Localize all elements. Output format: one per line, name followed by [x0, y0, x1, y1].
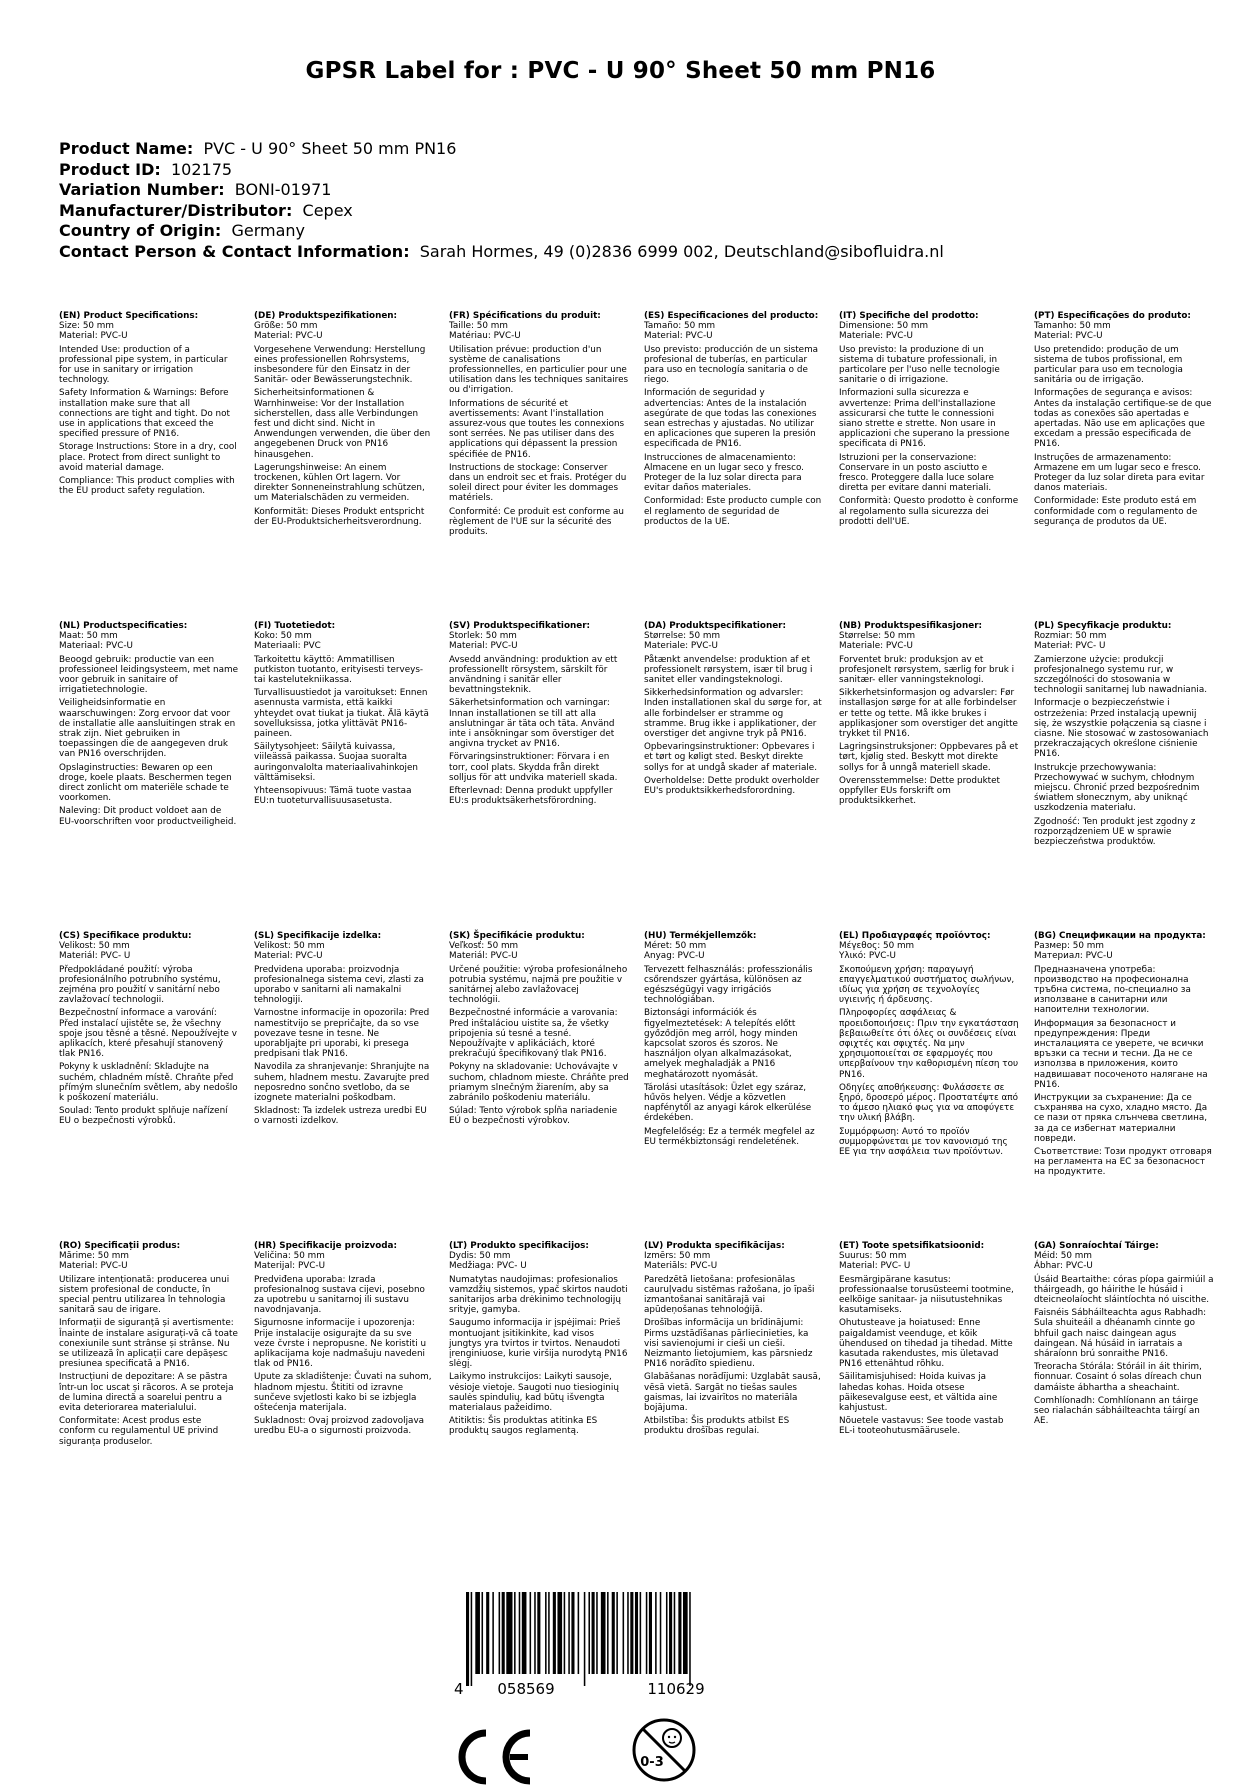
spec-paragraph: Intended Use: production of a professional pipe system, in particular for use in sanitary or irrigation technology.: [59, 344, 228, 386]
barcode-bar: [607, 1592, 609, 1674]
spec-line: Material: PVC-U: [254, 951, 323, 962]
spec-paragraph: Skladnost: Ta izdelek ustreza uredbi EU o varnosti izdelkov.: [254, 1106, 427, 1127]
spec-heading: (ES) Especificaciones del producto:: [644, 311, 819, 321]
spec-paragraph: Varnostne informacije in opozorila: Pred namestitvijo se prepričajte, da so vse povezave tesne in tesne. Ne uporabljajte pri uporabi, ki presega predpisani tlak PN16.: [254, 1008, 430, 1060]
barcode-bar: [506, 1592, 512, 1674]
barcode-bar: [616, 1592, 618, 1674]
meta-contact: Contact Person & Contact Information: Sarah Hormes, 49 (0)2836 6999 002, Deutschland@sibofluidra.nl: [59, 241, 944, 261]
spec-paragraph: Upute za skladištenje: Čuvati na suhom, hladnom mjestu. Štititi od izravne sunčeve svjetlosti kako bi se izbjegla oštećenja materijala.: [254, 1372, 432, 1414]
product-meta: [59, 139, 944, 262]
spec-block: [254, 621, 434, 809]
spec-paragraph: Instructions de stockage: Conserver dans un endroit sec et frais. Protéger du soleil direct pour éviter les dommages matériels.: [449, 462, 627, 504]
spec-paragraph: Sikkerhedsinformation og advarsler: Inden installationen skal du sørge for, at alle forbindelser er stramme og stramme. Brug ikke i applikationer, der overstiger det angivne tryk på PN16.: [644, 688, 822, 740]
spec-paragraph: Informacje o bezpieczeństwie i ostrzeżenia: Przed instalacją upewnij się, że wszystkie połączenia są ciasne i ciasne. Nie stosować w zastosowaniach przekraczających określone ciśnienie PN16.: [1034, 698, 1209, 760]
spec-paragraph: Säkerhetsinformation och varningar: Innan installationen se till att alla anslutningar är täta och täta. Använd inte i ansökningar som överstiger det angivna trycket av PN16.: [449, 698, 615, 750]
spec-line: Izmērs: 50 mm: [644, 1251, 711, 1262]
spec-block: [59, 931, 239, 1130]
spec-block: [449, 311, 629, 540]
spec-heading: (PT) Especificações do produto:: [1034, 311, 1191, 321]
spec-paragraph: Informazioni sulla sicurezza e avvertenze: Prima dell'installazione assicurarsi che tutte le connessioni siano strette e strette. Non usare in applicazioni che superano la pressione specificata di PN16.: [839, 388, 1010, 450]
barcode-lead-digit: 4: [454, 1680, 464, 1698]
spec-paragraph: Lagringsinstruksjoner: Oppbevares på et tørt, kjølig sted. Beskytt mot direkte sollys for å unngå materiell skade.: [839, 742, 1019, 773]
spec-heading: (CS) Specifikace produktu:: [59, 931, 192, 941]
spec-line: Mărime: 50 mm: [59, 1251, 129, 1262]
spec-paragraph: Naleving: Dit product voldoet aan de EU-voorschriften voor productveiligheid.: [59, 806, 237, 827]
spec-heading: (SK) Špecifikácie produktu:: [449, 931, 585, 941]
spec-block: [254, 1241, 434, 1440]
spec-heading: (IT) Specifiche del prodotto:: [839, 311, 979, 321]
spec-paragraph: Información de seguridad y advertencias: Antes de la instalación asegúrate de que todas las conexiones sean estrechas y ajustadas. No utilizar en aplicaciones que superen la presión especificada de PN16.: [644, 388, 817, 450]
spec-paragraph: Konformität: Dieses Produkt entspricht der EU-Produktsicherheitsverordnung.: [254, 506, 425, 527]
spec-paragraph: Tárolási utasítások: Üzlet egy száraz, hűvös helyen. Védje a közvetlen napfénytől az anyagi károk elkerülése érdekében.: [644, 1082, 812, 1124]
spec-block: [839, 931, 1019, 1160]
spec-line: Dimensione: 50 mm: [839, 321, 929, 332]
barcode-bar: [502, 1592, 505, 1674]
barcode-bar: [514, 1592, 516, 1674]
spec-paragraph: Uso previsto: la produzione di un sistema di tubature professionali, in particolare per l'uso nelle tecnologie sanitarie o di irrigazione.: [839, 344, 1000, 386]
spec-heading: (DA) Produktspecifikationer:: [644, 621, 787, 631]
spec-heading: (PL) Specyfikacje produktu:: [1034, 621, 1172, 631]
spec-heading: (SL) Specifikacije izdelka:: [254, 931, 382, 941]
age-label: 0-3: [640, 1755, 664, 1770]
spec-heading: (DE) Produktspezifikationen:: [254, 311, 398, 321]
spec-line: Materiál: PVC-U: [449, 951, 518, 962]
spec-paragraph: Opslaginstructies: Bewaren op een droge, koele plaats. Beschermen tegen direct zonlicht om materiële schade te voorkomen.: [59, 762, 232, 804]
spec-line: Koko: 50 mm: [254, 631, 312, 642]
spec-line: Velikost: 50 mm: [59, 941, 130, 952]
spec-heading: (SV) Produktspecifikationer:: [449, 621, 591, 631]
spec-line: Anyag: PVC-U: [644, 951, 705, 962]
barcode-bar: [534, 1592, 536, 1674]
spec-block: [254, 931, 434, 1130]
spec-paragraph: Οδηγίες αποθήκευσης: Φυλάσσετε σε ξηρό, δροσερό μέρος. Προστατέψτε από το άμεσο ηλιακό φως για να αποφύγετε την υλική βλάβη.: [839, 1082, 1018, 1124]
spec-paragraph: Safety Information & Warnings: Before installation make sure that all connections are tight and tight. Do not use in applications that exceed the specified pressure of PN16.: [59, 388, 230, 440]
spec-paragraph: Påtænkt anvendelse: produktion af et professionelt rørsystem, især til brug i sanitet eller vandingsteknologi.: [644, 654, 813, 686]
barcode-bar: [640, 1592, 642, 1674]
barcode-bar: [683, 1592, 688, 1674]
spec-paragraph: Beoogd gebruik: productie van een professioneel leidingsysteem, met name voor gebruik in sanitaire of irrigatietechnologie.: [59, 654, 239, 696]
spec-paragraph: Overensstemmelse: Dette produktet oppfyller EUs forskrift om produktsikkerhet.: [839, 775, 1000, 807]
barcode-bar: [646, 1592, 648, 1674]
spec-paragraph: Úsáid Beartaithe: córas píopa gairmiúil a tháirgeadh, go háirithe le húsáid i dteicneolaíocht sláintíochta nó uiscithe.: [1034, 1274, 1214, 1306]
barcode-bar: [596, 1592, 598, 1674]
spec-paragraph: Paredzētā lietošana: profesionālas cauruļvadu sistēmas ražošana, jo īpaši izmantošanai sanitārajā vai apūdeņošanas tehnoloģijā.: [644, 1274, 815, 1316]
spec-paragraph: Instrucțiuni de depozitare: A se păstra într-un loc uscat și răcoros. A se proteja de lumina directă a soarelui pentru a evita deteriorarea materialului.: [59, 1372, 234, 1414]
spec-block: [1034, 621, 1214, 850]
spec-paragraph: Atitiktis: Šis produktas atitinka ES produktų saugos reglamentą.: [449, 1416, 598, 1437]
spec-block: [254, 311, 434, 530]
spec-paragraph: Treoracha Stórála: Stóráil in áit thirim, fionnuar. Cosaint ó solas díreach chun damáiste ábhartha a sheachaint.: [1034, 1362, 1202, 1393]
spec-block: [59, 621, 239, 830]
spec-heading: (FI) Tuotetiedot:: [254, 621, 336, 631]
spec-paragraph: Conformità: Questo prodotto è conforme al regolamento sulla sicurezza dei prodotti dell'UE.: [839, 496, 1019, 527]
barcode-bar: [660, 1592, 662, 1674]
spec-paragraph: Vorgesehene Verwendung: Herstellung eines professionellen Rohrsystems, insbesondere für den Einsatz in der Sanitär- oder Bewässerungstechnik.: [254, 344, 426, 386]
barcode-bar: [584, 1592, 586, 1686]
spec-paragraph: Conformité: Ce produit est conforme au règlement de l'UE sur la sécurité des produits.: [449, 506, 624, 538]
spec-line: Taille: 50 mm: [449, 321, 508, 332]
barcode-bar: [674, 1592, 676, 1674]
spec-paragraph: Súlad: Tento výrobok spĺňa nariadenie EÚ o bezpečnosti výrobkov.: [449, 1106, 618, 1127]
spec-paragraph: Съответствие: Този продукт отговаря на регламента на ЕС за безопасност на продуктите.: [1034, 1147, 1212, 1178]
spec-heading: (LV) Produkta specifikācijas:: [644, 1241, 785, 1251]
spec-line: Größe: 50 mm: [254, 321, 318, 332]
spec-heading: (GA) Sonraíochtaí Táirge:: [1034, 1241, 1159, 1251]
meta-product-id: Product ID: 102175: [59, 159, 233, 179]
spec-line: Size: 50 mm: [59, 321, 114, 332]
spec-line: Veľkosť: 50 mm: [449, 941, 519, 952]
barcode-bar: [669, 1592, 672, 1674]
spec-line: Materiaali: PVC: [254, 641, 321, 652]
spec-line: Materiál: PVC- U: [59, 951, 131, 962]
barcode-bar: [530, 1592, 532, 1674]
spec-paragraph: Sukladnost: Ovaj proizvod zadovoljava uredbu EU-a o sigurnosti proizvoda.: [254, 1416, 425, 1437]
spec-paragraph: Předpokládané použití: výroba profesionálního potrubního systému, zejména pro použití v sanitární nebo zavlažovací technologii.: [59, 964, 221, 1006]
barcode-bar: [655, 1592, 657, 1674]
spec-paragraph: Comhlíonadh: Comhlíonann an táirge seo rialachán sábháilteachta táirgí an AE.: [1034, 1395, 1200, 1427]
barcode-bar: [492, 1592, 494, 1674]
barcode-bar: [649, 1592, 652, 1674]
barcode-bar: [519, 1592, 521, 1674]
spec-block: [449, 621, 629, 809]
spec-line: Størrelse: 50 mm: [839, 631, 916, 642]
spec-line: Méret: 50 mm: [644, 941, 707, 952]
spec-paragraph: Σκοπούμενη χρήση: παραγωγή επαγγελματικού συστήματος σωλήνων, ιδίως για χρήση σε τεχνολογίες υγιεινής ή άρδευσης.: [839, 964, 1015, 1006]
spec-paragraph: Faisnéis Sábháilteachta agus Rabhadh: Sula shuiteáil a dhéanamh cinnte go bhfuil gach naisc daingean agus daingean. Ná húsáid in iarratais a sháraíonn brú sonraithe PN16.: [1034, 1308, 1207, 1360]
barcode-bar: [522, 1592, 527, 1674]
spec-line: Velikost: 50 mm: [254, 941, 325, 952]
meta-product-name: Product Name: PVC - U 90° Sheet 50 mm PN16: [59, 139, 457, 158]
spec-line: Μέγεθος: 50 mm: [839, 941, 915, 952]
spec-heading: (RO) Specificații produs:: [59, 1241, 181, 1251]
spec-line: Materiaal: PVC-U: [59, 641, 133, 652]
spec-line: Tamaño: 50 mm: [644, 321, 716, 332]
barcode-bar: [557, 1592, 562, 1674]
spec-heading: (LT) Produkto specifikacijos:: [449, 1241, 589, 1251]
spec-line: Materiale: PVC-U: [839, 331, 913, 342]
spec-paragraph: Overholdelse: Dette produkt overholder EU's produktsikkerhedsforordning.: [644, 775, 820, 797]
barcode-bar: [623, 1592, 625, 1674]
spec-paragraph: Atbilstība: Šis produkts atbilst ES produktu drošības regulai.: [644, 1416, 790, 1437]
spec-line: Suurus: 50 mm: [839, 1251, 907, 1262]
spec-paragraph: Bezpečnostné informácie a varovania: Pred inštaláciou uistite sa, že všetky pripojenia sú tesné a tesné. Nepoužívajte v aplikáciách, ktoré prekračujú špecifikovaný tlak PN16.: [449, 1008, 618, 1060]
barcode-bar: [592, 1592, 595, 1674]
spec-line: Material: PVC-U: [644, 331, 713, 342]
barcode-bar: [466, 1592, 469, 1686]
spec-paragraph: Инструкции за съхранение: Да се съхранява на сухо, хладно място. Да се пази от пряка слънчева светлина, за да се избегнат материални повреди.: [1034, 1093, 1208, 1144]
spec-paragraph: Informations de sécurité et avertissements: Avant l'installation assurez-vous que toutes les connexions sont serrées. Ne pas utiliser dans des applications qui dépassent la pression spécifiée de PN16.: [449, 398, 625, 460]
spec-block: [644, 931, 824, 1150]
page-title: GPSR Label for : PVC - U 90° Sheet 50 mm PN16: [305, 58, 936, 84]
spec-line: Størrelse: 50 mm: [644, 631, 721, 642]
spec-heading: (BG) Спецификации на продукта:: [1034, 931, 1206, 941]
spec-paragraph: Conformitate: Acest produs este conform cu regulamentul UE privind siguranța produselor.: [59, 1416, 219, 1447]
spec-heading: (NL) Productspecificaties:: [59, 621, 188, 631]
spec-line: Material: PVC-U: [59, 1261, 128, 1272]
barcode-bar: [553, 1592, 556, 1674]
barcode-left-digits: 058569: [497, 1680, 555, 1698]
barcode-bar: [486, 1592, 489, 1674]
barcode-bar: [545, 1592, 547, 1674]
spec-block: [59, 1241, 239, 1450]
barcode-bar: [568, 1592, 570, 1674]
spec-heading: (EL) Προδιαγραφές προϊόντος:: [839, 931, 991, 941]
barcode-right-digits: 110629: [647, 1680, 705, 1698]
barcode-bar: [678, 1592, 681, 1674]
spec-paragraph: Storage Instructions: Store in a dry, cool place. Protect from direct sunlight to avoid material damage.: [59, 442, 237, 473]
spec-paragraph: Säilytysohjeet: Säilytä kuivassa, viileässä paikassa. Suojaa suoralta auringonvalolta materiaalivahinkojen välttämiseksi.: [254, 742, 418, 783]
spec-line: Veličina: 50 mm: [254, 1251, 325, 1262]
spec-line: Размер: 50 mm: [1034, 941, 1104, 952]
spec-paragraph: Sicherheitsinformationen & Warnhinweise: Vor der Installation sicherstellen, dass alle Verbindungen fest und dicht sind. Nicht in Anwendungen verwenden, die über den angegebenen Druck von PN16 hinausgehen.: [254, 388, 431, 460]
spec-paragraph: Drošības informācija un brīdinājumi: Pirms uzstādīšanas pārliecinieties, ka visi savienojumi ir cieši un cieši. Neizmanto lietojumiem, kas pārsniedz PN16 norādīto spiedienu.: [644, 1318, 813, 1370]
meta-country-of-origin: Country of Origin: Germany: [59, 221, 305, 240]
spec-block: [1034, 1241, 1214, 1429]
barcode-bar: [471, 1592, 473, 1686]
spec-line: Materiale: PVC-U: [644, 641, 718, 652]
spec-paragraph: Predviđena uporaba: Izrada profesionalnog sustava cijevi, posebno za upotrebu u sanitarnoj ili sustavu navodnjavanja.: [254, 1274, 425, 1316]
spec-paragraph: Tarkoitettu käyttö: Ammatillisen putkiston tuotanto, erityisesti terveys- tai kastelutekniikassa.: [254, 654, 424, 686]
barcode-bar: [666, 1592, 668, 1674]
spec-paragraph: Conformidad: Este producto cumple con el reglamento de seguridad de productos de la UE.: [644, 496, 822, 527]
spec-paragraph: Zgodność: Ten produkt jest zgodny z rozporządzeniem UE w sprawie bezpieczeństwa produktów.: [1034, 816, 1196, 848]
spec-paragraph: Yhteensopivuus: Tämä tuote vastaa EU:n tuoteturvallisuusasetusta.: [254, 786, 412, 807]
spec-block: [1034, 311, 1214, 530]
spec-block: [644, 1241, 824, 1440]
meta-variation-number: Variation Number: BONI-01971: [59, 180, 332, 199]
spec-paragraph: Συμμόρφωση: Αυτό το προϊόν συμμορφώνεται με τον κανονισμό της ΕΕ για την ασφάλεια των προϊόντων.: [839, 1126, 1008, 1158]
spec-paragraph: Zamierzone użycie: produkcji profesjonalnego systemu rur, w szczególności do stosowania w technologii sanitarnej lub nawadniania.: [1034, 654, 1207, 696]
spec-paragraph: Предназначена употреба: производство на професионална тръбна система, по-специално за използване в санитарни или напоителни технологии.: [1034, 964, 1191, 1016]
spec-block: [1034, 931, 1214, 1181]
spec-line: Material: PVC-U: [1034, 331, 1103, 342]
barcode-bar: [612, 1592, 615, 1674]
barcode-bar: [601, 1592, 606, 1674]
spec-paragraph: Информация за безопасност и предупреждения: Преди инсталацията се уверете, че всички връзки са тесни и тесни. Да не се използва в приложения, които надвишават посоченото налягане на PN16.: [1034, 1018, 1208, 1090]
spec-paragraph: Ohutusteave ja hoiatused: Enne paigaldamist veenduge, et kõik ühendused on tihedad ja tihedad. Mitte kasutada rakendustes, mis ületavad PN16 ettenähtud rõhku.: [839, 1318, 1013, 1370]
spec-line: Dydis: 50 mm: [449, 1251, 511, 1262]
barcode-bar: [578, 1592, 580, 1674]
spec-line: Méid: 50 mm: [1034, 1251, 1092, 1262]
spec-paragraph: Förvaringsinstruktioner: Förvara i en torr, cool plats. Skydda från direkt solljus för att undvika materiell skada.: [449, 752, 618, 783]
spec-paragraph: Navodila za shranjevanje: Shranjujte na suhem, hladnem mestu. Zavarujte pred neposredno sončno svetlobo, da se izognete materialni poškodbam.: [254, 1062, 430, 1104]
spec-block: [59, 311, 239, 499]
spec-paragraph: Utilisation prévue: production d'un système de canalisations professionnelles, en particulier pour une utilisation dans les techniques sanitaires ou d'irrigation.: [449, 344, 629, 396]
spec-paragraph: Lagerungshinweise: An einem trockenen, kühlen Ort lagern. Vor direkter Sonneneinstrahlung schützen, um Materialschäden zu vermeiden.: [254, 462, 425, 504]
spec-heading: (HU) Termékjellemzők:: [644, 931, 757, 941]
spec-heading: (ET) Toote spetsifikatsioonid:: [839, 1241, 985, 1251]
spec-block: [839, 1241, 1019, 1440]
spec-block: [449, 1241, 629, 1440]
spec-line: Ábhar: PVC-U: [1034, 1261, 1093, 1272]
spec-paragraph: Efterlevnad: Denna produkt uppfyller EU:s produktsäkerhetsförordning.: [449, 786, 613, 807]
spec-paragraph: Sigurnosne informacije i upozorenja: Prije instalacije osigurajte da su sve veze čvrste i nepropusne. Ne koristiti u aplikacijama koje nadmašuju navedeni tlak od PN16.: [254, 1318, 427, 1370]
spec-heading: (EN) Product Specifications:: [59, 311, 199, 321]
spec-line: Material: PVC-U: [449, 641, 518, 652]
spec-line: Υλικό: PVC-U: [839, 951, 896, 962]
spec-paragraph: Soulad: Tento produkt splňuje nařízení EU o bezpečnosti výrobků.: [59, 1106, 228, 1127]
spec-paragraph: Tervezett felhasználás: professzionális csőrendszer gyártása, különösen az egészségügyi vagy irrigációs technológiában.: [644, 964, 813, 1006]
spec-heading: (FR) Spécifications du produit:: [449, 311, 601, 321]
spec-line: Medžiaga: PVC- U: [449, 1261, 527, 1272]
spec-paragraph: Conformidade: Este produto está em conformidade com o regulamento de segurança de produtos da UE.: [1034, 496, 1198, 527]
barcode-bar: [475, 1592, 480, 1674]
spec-heading: (HR) Specifikacije proizvoda:: [254, 1241, 397, 1251]
barcode-bar: [499, 1592, 501, 1674]
spec-line: Materiale: PVC-U: [839, 641, 913, 652]
spec-paragraph: Pokyny na skladovanie: Uchovávajte v suchom, chladnom mieste. Chráňte pred priamym slnečným žiarením, aby sa zabránilo poškodeniu materiálu.: [449, 1062, 629, 1104]
barcode-bar: [627, 1592, 629, 1674]
barcode-bar: [689, 1592, 691, 1686]
spec-line: Materiāls: PVC-U: [644, 1261, 718, 1272]
spec-paragraph: Numatytas naudojimas: profesionalios vamzdžių sistemos, ypač skirtos naudoti sanitarijos arba drėkinimo technologijų srityje, gamyba.: [449, 1274, 628, 1316]
spec-paragraph: Pokyny k uskladnění: Skladujte na suchém, chladném místě. Chraňte před přímým slunečním světlem, aby nedošlo k poškození materiálu.: [59, 1062, 238, 1104]
spec-line: Material: PVC-U: [59, 331, 128, 342]
spec-paragraph: Určené použitie: výroba profesionálneho potrubia systému, najmä pre použitie v sanitárnej alebo zavlažovacej technológii.: [449, 964, 628, 1006]
spec-paragraph: Eesmärgipärane kasutus: professionaalse torusüsteemi tootmine, eelkõige sanitaar- ja niisutustehnikas kasutamiseks.: [839, 1274, 1014, 1316]
spec-paragraph: Uso previsto: producción de un sistema profesional de tuberías, en particular para uso en tecnología sanitaria o de riego.: [644, 344, 819, 386]
barcode-bar: [564, 1592, 566, 1674]
spec-block: [644, 621, 824, 799]
barcode-bar: [482, 1592, 484, 1674]
spec-paragraph: Glabāšanas norādījumi: Uzglabāt sausā, vēsā vietā. Sargāt no tiešas saules gaismas, lai izvairītos no materiāla bojājuma.: [644, 1372, 821, 1414]
spec-line: Maat: 50 mm: [59, 631, 118, 642]
spec-block: [644, 311, 824, 530]
spec-paragraph: Sikkerhetsinformasjon og advarsler: Før installasjon sørge for at alle forbindelser er tette og tette. Må ikke brukes i applikasjoner som overstiger det angitte trykket til PN16.: [839, 688, 1018, 740]
spec-paragraph: Turvallisuustiedot ja varoitukset: Ennen asennusta varmista, että kaikki yhteydet ovat tiukat ja tiukat. Älä käytä sovelluksissa, jotka ylittävät PN16-paineen.: [254, 688, 429, 740]
spec-paragraph: Πληροφορίες ασφάλειας & προειδοποιήσεις: Πριν την εγκατάσταση βεβαιωθείτε ότι όλες οι συνδέσεις είναι σφιχτές και σφιχτές. Να μην χρησιμοποιείται σε εφαρμογές που υπερβαίνουν την καθορισμένη πίεση του PN16.: [839, 1008, 1019, 1080]
spec-paragraph: Uso pretendido: produção de um sistema de tubos profissional, em particular para uso em tecnologia sanitária ou de irrigação.: [1034, 344, 1183, 386]
spec-paragraph: Veiligheidsinformatie en waarschuwingen: Zorg ervoor dat voor de installatie alle aansluitingen strak en strak zijn. Niet gebruiken in toepassingen die de aangegeven druk van PN16 overschrijden.: [59, 698, 236, 760]
barcode-bar: [571, 1592, 574, 1674]
spec-block: [839, 621, 1019, 809]
spec-paragraph: Nõuetele vastavus: See toode vastab EL-i tooteohutusmäärusele.: [839, 1416, 1004, 1437]
spec-paragraph: Utilizare intenționată: producerea unui sistem profesional de conducte, în special pentru utilizarea în tehnologia sanitară sau de irigare.: [59, 1274, 230, 1316]
spec-paragraph: Instrukcje przechowywania: Przechowywać w suchym, chłodnym miejscu. Chronić przed bezpośrednim światłem słonecznym, aby uniknąć uszkodzenia materiału.: [1034, 762, 1200, 814]
spec-paragraph: Säilitamisjuhised: Hoida kuivas ja lahedas kohas. Hoida otsese päikesevalguse eest, et vältida aine kahjustust.: [839, 1372, 998, 1414]
ean-barcode: [452, 1592, 770, 1698]
meta-manufacturer: Manufacturer/Distributor: Cepex: [59, 200, 353, 220]
spec-line: Material: PVC-U: [254, 331, 323, 342]
spec-paragraph: Istruzioni per la conservazione: Conservare in un posto asciutto e fresco. Proteggere dalla luce solare diretta per evitare danni materiali.: [839, 452, 994, 494]
spec-paragraph: Instruções de armazenamento: Armazene em um lugar seco e fresco. Proteger da luz solar direta para evitar danos materiais.: [1034, 452, 1205, 494]
spec-paragraph: Instrucciones de almacenamiento: Almacene en un lugar seco y fresco. Proteger de la luz solar directa para evitar daños materiales.: [644, 452, 804, 494]
barcode-bar: [588, 1592, 590, 1674]
barcode-bar: [537, 1592, 540, 1674]
spec-paragraph: Compliance: This product complies with the EU product safety regulation.: [59, 476, 235, 497]
spec-line: Materijal: PVC-U: [254, 1261, 326, 1272]
spec-line: Matériau: PVC-U: [449, 331, 521, 342]
spec-paragraph: Bezpečnostní informace a varování: Před instalací ujistěte se, že všechny spoje jsou těsné a těsné. Nepoužívejte v aplikacích, které přesahují stanovený tlak PN16.: [59, 1008, 237, 1060]
spec-line: Материал: PVC-U: [1034, 951, 1113, 962]
spec-block: [449, 931, 629, 1130]
spec-paragraph: Predvidena uporaba: proizvodnja profesionalnega sistema cevi, zlasti za uporabo v sanitarni ali namakalni tehnologiji.: [254, 964, 424, 1006]
spec-heading: (NB) Produktspesifikasjoner:: [839, 621, 983, 631]
barcode-bar: [548, 1592, 550, 1674]
spec-line: Rozmiar: 50 mm: [1034, 631, 1107, 642]
spec-paragraph: Avsedd användning: produktion av ett professionellt rörsystem, särskilt för användning i sanitär eller bevattningsteknik.: [449, 654, 618, 696]
spec-paragraph: Forventet bruk: produksjon av et profesjonelt rørsystem, særlig for bruk i sanitær- eller vanningsteknologi.: [839, 654, 1015, 686]
barcode-bar: [630, 1592, 633, 1674]
spec-paragraph: Informações de segurança e avisos: Antes da instalação certifique-se de que todas as conexões são apertadas e apertadas. Não use em aplicações que excedam a pressão especificada de PN16.: [1034, 388, 1212, 450]
spec-paragraph: Megfelelőség: Ez a termék megfelel az EU termékbiztonsági rendeletének.: [644, 1126, 815, 1147]
age-warning-0-3-icon: [630, 1716, 698, 1784]
spec-paragraph: Opbevaringsinstruktioner: Opbevares i et tørt og køligt sted. Beskyt direkte sollys for at undgå skader af materiale.: [644, 742, 818, 773]
spec-line: Tamanho: 50 mm: [1034, 321, 1111, 332]
spec-paragraph: Laikymo instrukcijos: Laikyti sausoje, vėsioje vietoje. Saugoti nuo tiesioginių saulės spindulių, kad būtų išvengta materialaus pažeidimo.: [449, 1372, 619, 1414]
spec-paragraph: Saugumo informacija ir įspėjimai: Prieš montuojant įsitikinkite, kad visos jungtys yra tvirtos ir tvirtos. Nenaudoti įrenginiuose, kurie viršija nurodytą PN16 slėgį.: [449, 1318, 628, 1370]
spec-paragraph: Biztonsági információk és figyelmeztetések: A telepítés előtt győződjön meg arról, hogy minden kapcsolat szoros és szoros. Ne használjon olyan alkalmazásokat, amelyek meghaladják a PN16 meghatározott nyomását.: [644, 1008, 798, 1080]
barcode-bar: [635, 1592, 638, 1674]
spec-line: Storlek: 50 mm: [449, 631, 517, 642]
spec-paragraph: Informații de siguranță și avertismente: Înainte de instalare asigurați-vă că toate conexiunile sunt strânse și strânse. Nu se utilizează în aplicații care depășesc presiunea specificată a PN16.: [59, 1318, 238, 1370]
ce-mark-icon: [452, 1727, 534, 1787]
spec-line: Material: PVC- U: [839, 1261, 911, 1272]
spec-block: [839, 311, 1019, 530]
spec-line: Materiał: PVC- U: [1034, 641, 1106, 652]
